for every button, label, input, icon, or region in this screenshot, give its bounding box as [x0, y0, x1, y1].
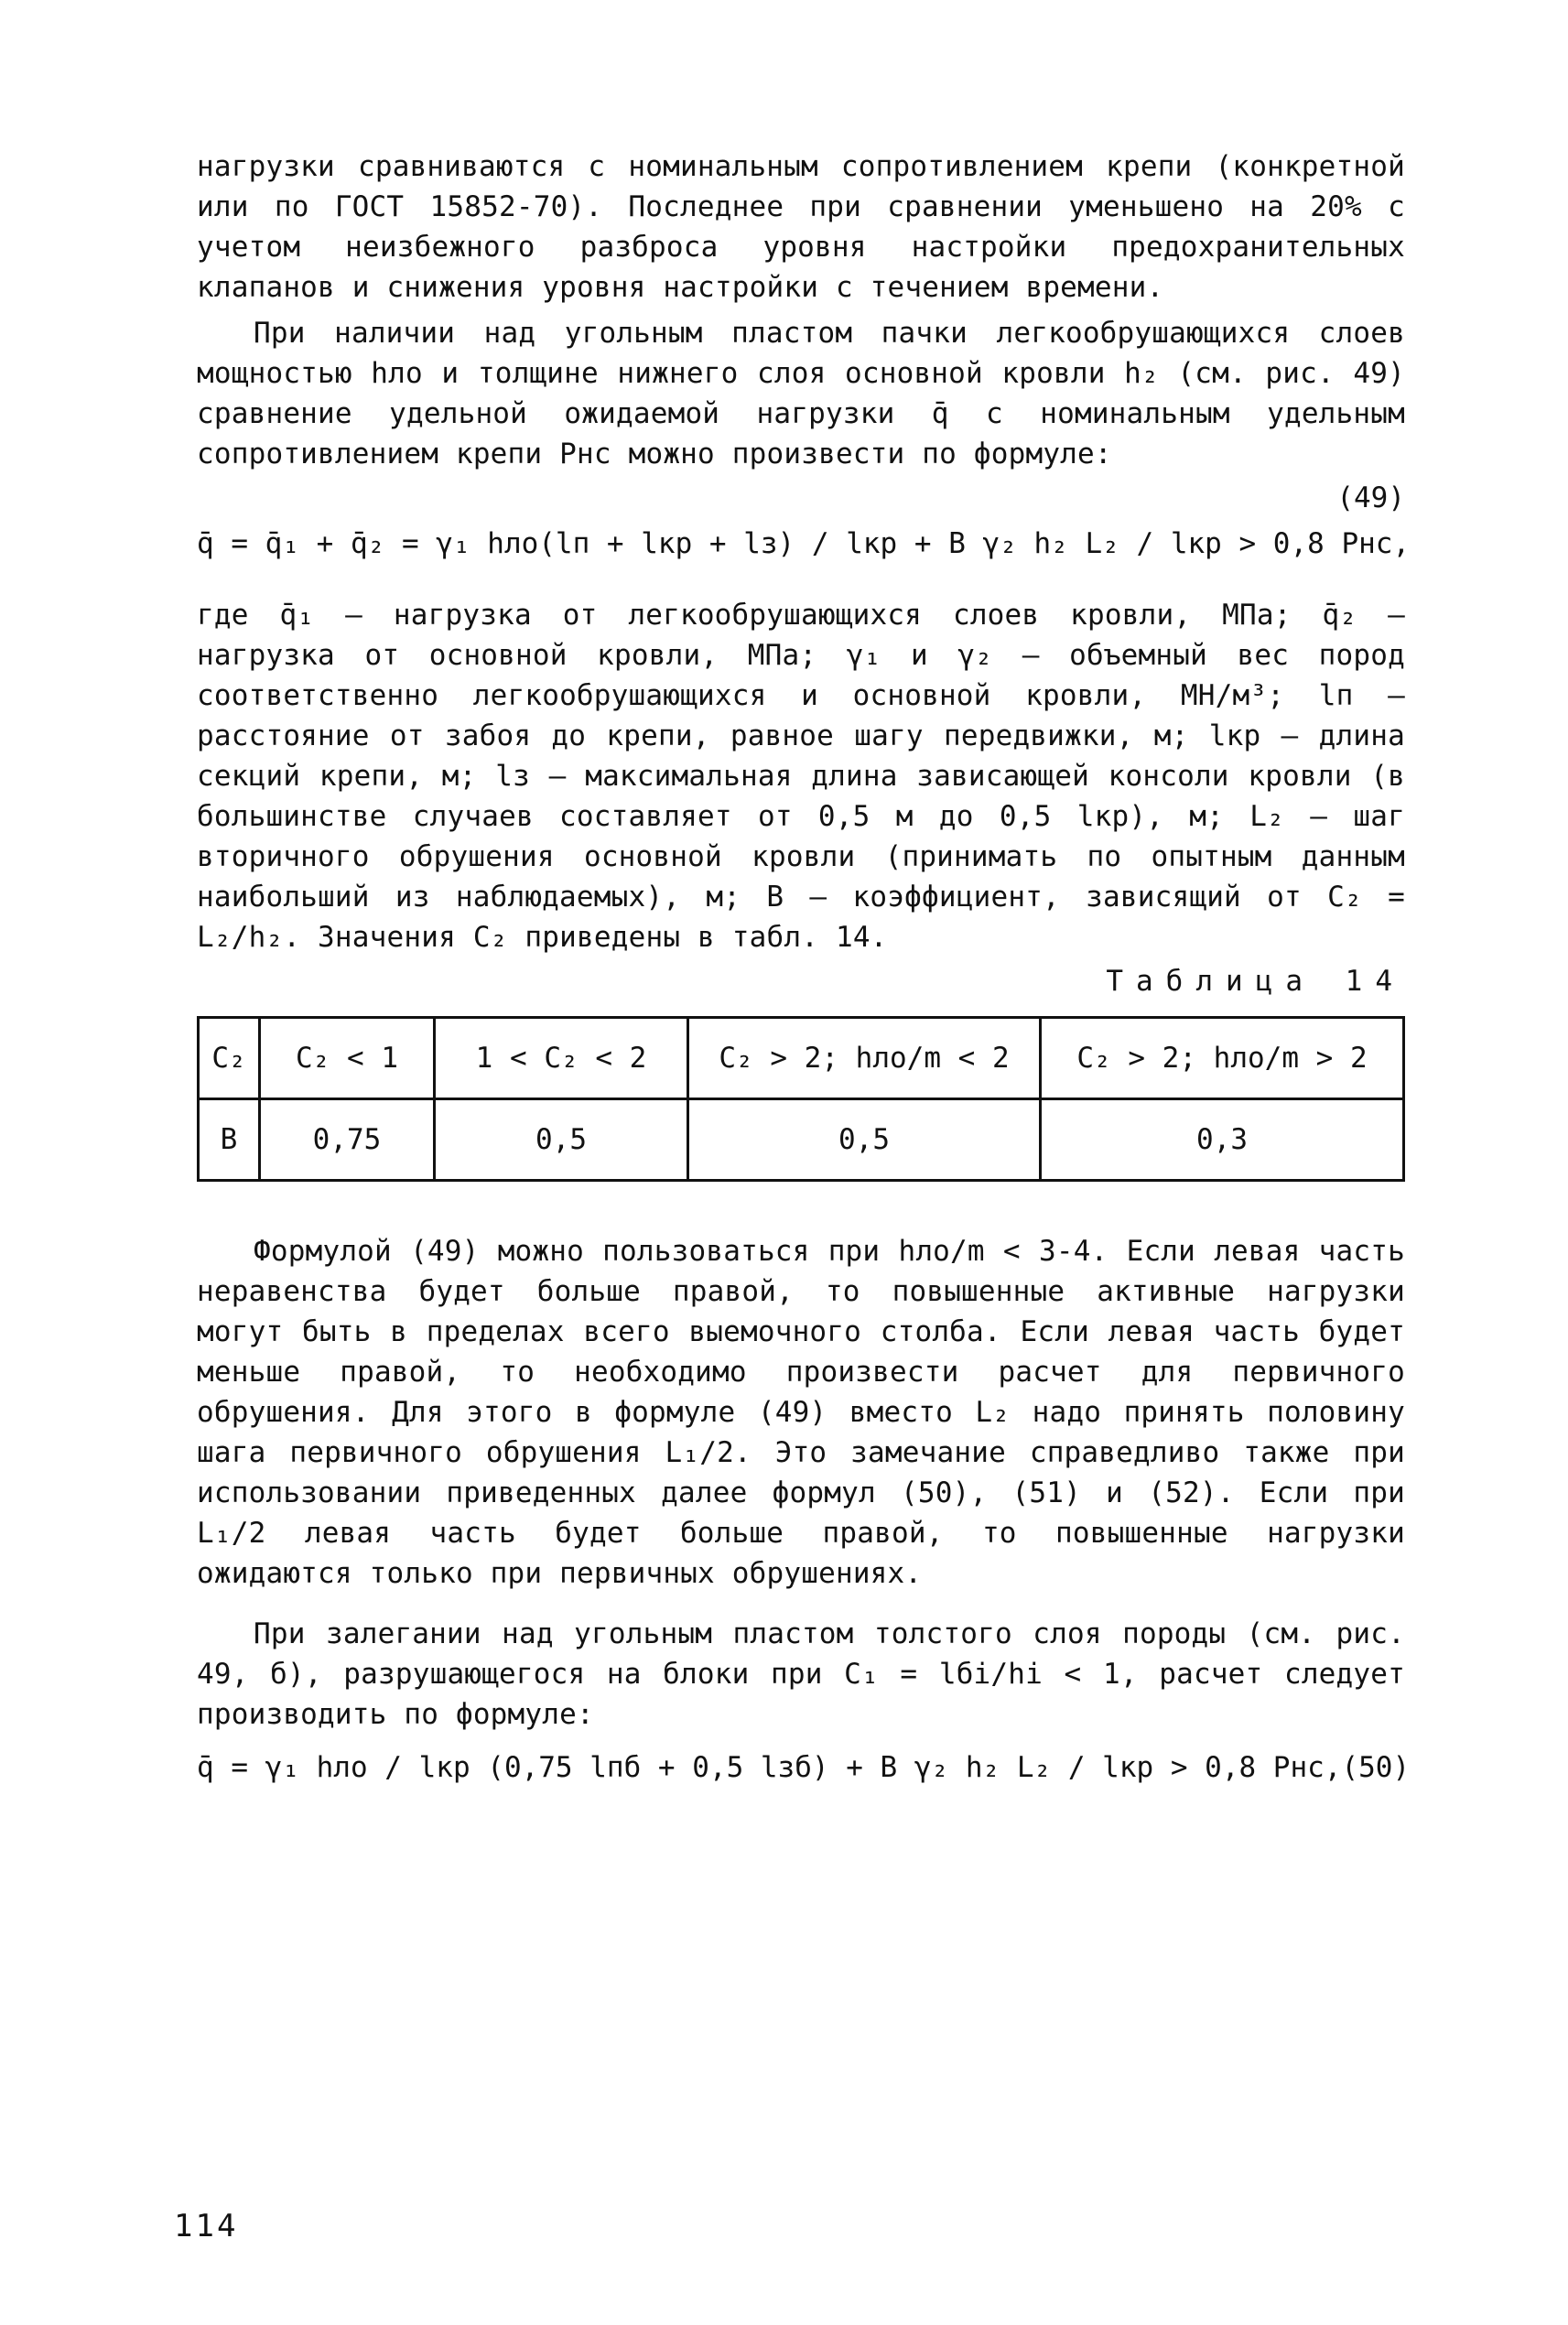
- table-cell: 0,5: [688, 1099, 1041, 1181]
- page-number: 114: [174, 2208, 239, 2244]
- paragraph-definitions: где q̄₁ – нагрузка от легкообрушающихся слоев кровли, МПа; q̄₂ – нагрузка от основной кровли, МПа; γ₁ и γ₂ – объемный вес пород соответственно легкообрушающихся и основной кровли, МН/м³; lп – расстояние от забоя до крепи, равное шагу передвижки, м; lкр – длина секций крепи, м; lз – максимальная длина зависающей консоли кровли (в большинстве случаев составляет от 0,5 м до 0,5 lкр), м; L₂ – шаг вторичного обрушения основной кровли (принимать по опытным данным наибольший из наблюдаемых), м; В – коэффициент, зависящий от C₂ = L₂/h₂. Значения C₂ приведены в табл. 14.: [197, 599, 1405, 954]
- table-header-row: [199, 1018, 1404, 1099]
- table-cell: 0,3: [1041, 1099, 1404, 1181]
- formula-50: q̄ = γ₁ hло / lкр (0,75 lпб + 0,5 lзб) + В γ₂ h₂ L₂ / lкр > 0,8 Pнс,: [197, 1751, 1342, 1784]
- equation-number-50: (50): [1341, 1751, 1411, 1784]
- formula-49: q̄ = q̄₁ + q̄₂ = γ₁ hло(lп + lкр + lз) / lкр + В γ₂ h₂ L₂ / lкр > 0,8 Pнс,: [197, 527, 1411, 560]
- paragraph-load-comparison: При наличии над угольным пластом пачки легкообрушающихся слоев мощностью hло и толщине нижнего слоя основной кровли h₂ (см. рис. 49) сравнение удельной ожидаемой нагрузки q̄ с номинальным удельным сопротивлением крепи Pнс можно произвести по формуле:: [197, 317, 1405, 470]
- table-cell: 0,75: [260, 1099, 435, 1181]
- table-row: [199, 1099, 1404, 1181]
- table-cell: C₂ > 2; hло/m < 2: [688, 1018, 1041, 1099]
- coefficient-table: [197, 1016, 1405, 1182]
- paragraph-formula-usage: Формулой (49) можно пользоваться при hло/m < 3-4. Если левая часть неравенства будет больше правой, то повышенные активные нагрузки могут быть в пределах всего выемочного столба. Если левая часть будет меньше правой, то необходимо произвести расчет для первичного обрушения. Для этого в формуле (49) вместо L₂ надо принять половину шага первичного обрушения L₁/2. Это замечание справедливо также при использовании приведенных далее формул (50), (51) и (52). Если при L₁/2 левая часть будет больше правой, то повышенные нагрузки ожидаются только при первичных обрушениях.: [197, 1235, 1405, 1590]
- table-cell: C₂ < 1: [260, 1018, 435, 1099]
- table-caption: Таблица 14: [1106, 965, 1405, 998]
- table-cell: В: [199, 1099, 260, 1181]
- table-cell: 1 < C₂ < 2: [435, 1018, 688, 1099]
- paragraph-continuation: нагрузки сравниваются с номинальным сопротивлением крепи (конкретной или по ГОСТ 15852-70). Последнее при сравнении уменьшено на 20% с учетом неизбежного разброса уровня настройки предохранительных клапанов и снижения уровня настройки с течением времени.: [197, 150, 1405, 304]
- table-cell: 0,5: [435, 1099, 688, 1181]
- paragraph-thick-layer: При залегании над угольным пластом толстого слоя породы (см. рис. 49, б), разрушающегося на блоки при C₁ = lбi/hi < 1, расчет следует производить по формуле:: [197, 1617, 1405, 1731]
- equation-number-49: (49): [1336, 481, 1405, 514]
- page-body: [197, 146, 1411, 1788]
- formula-50-line: [197, 1747, 1411, 1788]
- table-cell: C₂ > 2; hло/m > 2: [1041, 1018, 1404, 1099]
- table-cell: C₂: [199, 1018, 260, 1099]
